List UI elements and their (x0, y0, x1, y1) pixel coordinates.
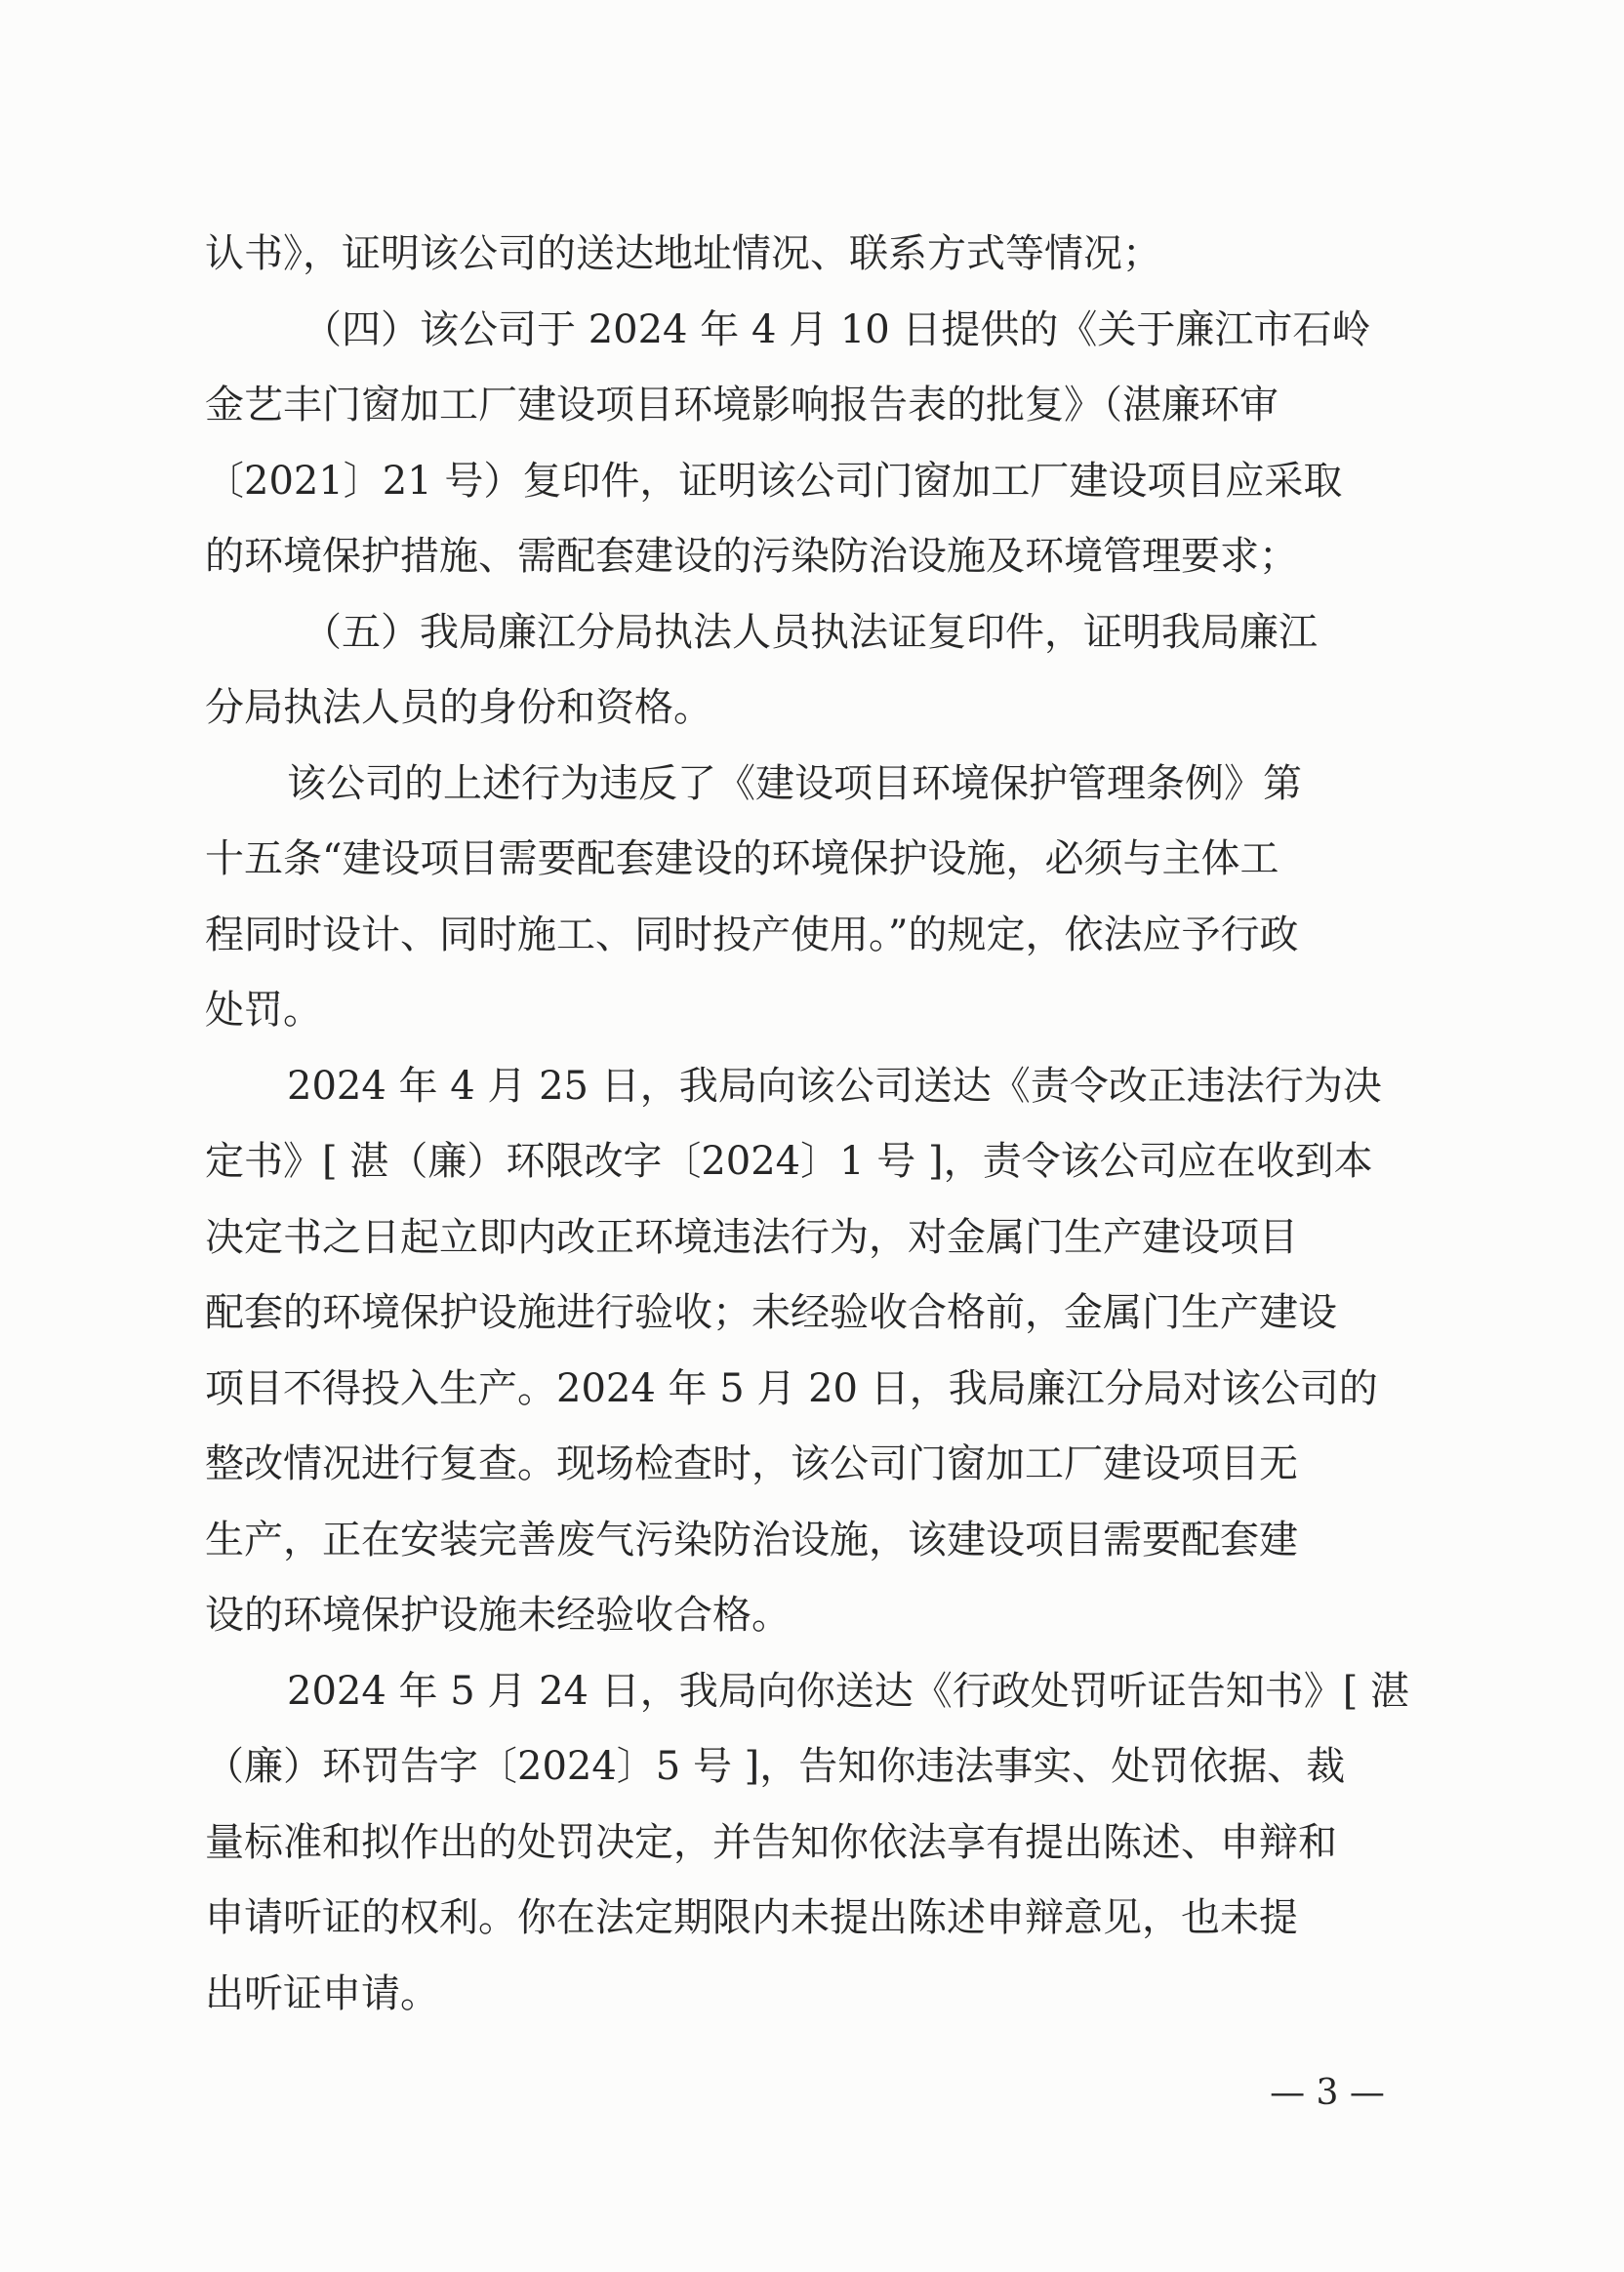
text-line: （廉）环罚告字〔2024〕5 号 ]，告知你违法事实、处罚依据、裁 (205, 1744, 1346, 1789)
text-line: 认书》，证明该公司的送达地址情况、联系方式等情况； (205, 231, 1161, 276)
text-line: 申请听证的权利。你在法定期限内未提出陈述申辩意见，也未提 (205, 1895, 1298, 1940)
text-line: 出听证申请。 (205, 1970, 439, 2016)
text-line: 程同时设计、同时施工、同时投产使用。”的规定，依法应予行政 (205, 912, 1299, 957)
text-line: 项目不得投入生产。2024 年 5 月 20 日，我局廉江分局对该公司的 (205, 1365, 1378, 1411)
text-line: （四）该公司于 2024 年 4 月 10 日提供的《关于廉江市石岭 (303, 306, 1371, 352)
text-line: 2024 年 4 月 25 日，我局向该公司送达《责令改正违法行为决 (287, 1063, 1382, 1109)
page-number: — 3 — (1270, 2073, 1385, 2113)
text-line: （五）我局廉江分局执法人员执法证复印件，证明我局廉江 (303, 609, 1318, 655)
text-line: 定书》[ 湛（廉）环限改字〔2024〕1 号 ]，责令该公司应在收到本 (205, 1139, 1373, 1184)
document-body (205, 217, 1433, 2032)
text-line: 整改情况进行复查。现场检查时，该公司门窗加工厂建设项目无 (205, 1441, 1298, 1486)
text-line: 设的环境保护设施未经验收合格。 (205, 1593, 791, 1638)
text-line: 该公司的上述行为违反了《建设项目环境保护管理条例》第 (287, 760, 1302, 806)
text-line: 的环境保护措施、需配套建设的污染防治设施及环境管理要求； (205, 534, 1298, 579)
text-line: 量标准和拟作出的处罚决定，并告知你依法享有提出陈述、申辩和 (205, 1819, 1337, 1865)
text-line: 分局执法人员的身份和资格。 (205, 685, 712, 730)
text-line: 决定书之日起立即内改正环境违法行为，对金属门生产建设项目 (205, 1214, 1298, 1260)
text-line: 2024 年 5 月 24 日，我局向你送达《行政处罚听证告知书》[ 湛 (287, 1668, 1410, 1714)
text-line: 金艺丰门窗加工厂建设项目环境影响报告表的批复》（湛廉环审 (205, 383, 1279, 427)
text-line: 处罚。 (205, 988, 322, 1033)
text-line: 配套的环境保护设施进行验收；未经验收合格前，金属门生产建设 (205, 1290, 1337, 1335)
text-line: 〔2021〕21 号）复印件，证明该公司门窗加工厂建设项目应采取 (205, 458, 1343, 504)
text-line: 生产，正在安装完善废气污染防治设施，该建设项目需要配套建 (205, 1517, 1298, 1562)
text-line: 十五条“建设项目需要配套建设的环境保护设施，必须与主体工 (205, 836, 1279, 881)
